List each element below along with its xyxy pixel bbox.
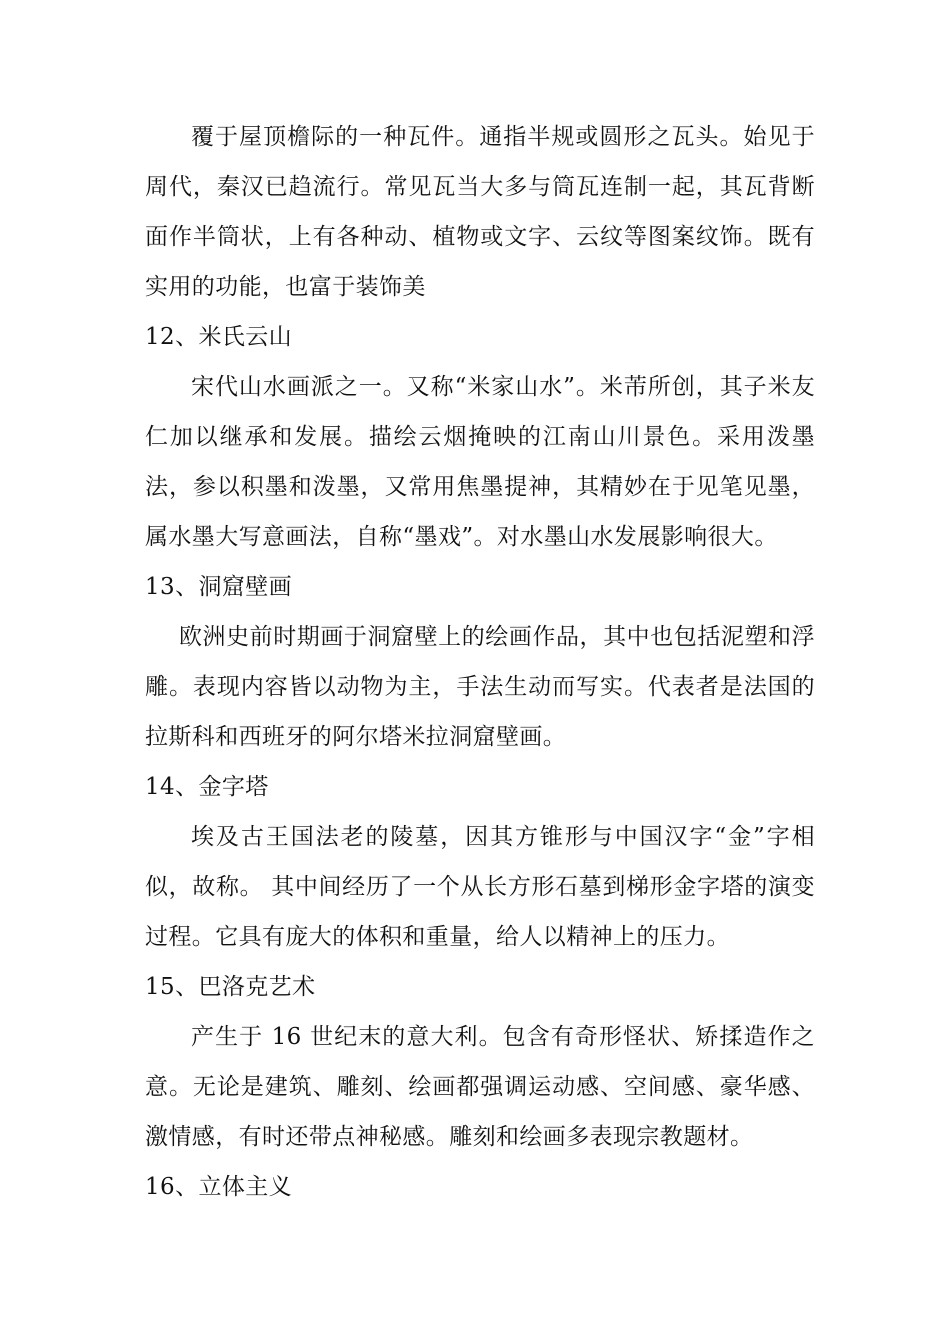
paragraph-baroque: 产生于 16 世纪末的意大利。包含有奇形怪状、矫揉造作之意。无论是建筑、雕刻、绘画都强调运动感、空间感、豪华感、激情感，有时还带点神秘感。雕刻和绘画多表现宗教题材。 — [145, 1024, 815, 1150]
paragraph-pyramid: 埃及古王国法老的陵墓，因其方锥形与中国汉字“金”字相似，故称。 其中间经历了一个从长方形石墓到梯形金字塔的演变过程。它具有庞大的体积和重量，给人以精神上的压力。 — [145, 824, 815, 950]
heading-16: 16、立体主义 — [145, 1174, 293, 1200]
paragraph-wadang: 覆于屋顶檐际的一种瓦件。通指半规或圆形之瓦头。始见于周代，秦汉已趋流行。常见瓦当大多与筒瓦连制一起，其瓦背断面作半筒状，上有各种动、植物或文字、云纹等图案纹饰。既有实用的功能，也富于装饰美 — [145, 124, 815, 300]
heading-13: 13、洞窟壁画 — [145, 574, 293, 600]
heading-14: 14、金字塔 — [145, 774, 269, 800]
heading-12: 12、米氏云山 — [145, 324, 293, 350]
document-body — [145, 112, 815, 1212]
paragraph-cave-painting: 欧洲史前时期画于洞窟壁上的绘画作品，其中也包括泥塑和浮雕。表现内容皆以动物为主，手法生动而写实。代表者是法国的拉斯科和西班牙的阿尔塔米拉洞窟壁画。 — [145, 624, 815, 750]
paragraph-mi-shi-yun-shan: 宋代山水画派之一。又称“米家山水”。米芾所创，其子米友仁加以继承和发展。描绘云烟掩映的江南山川景色。采用泼墨法，参以积墨和泼墨，又常用焦墨提神，其精妙在于见笔见墨，属水墨大写意画法，自称“墨戏”。对水墨山水发展影响很大。 — [145, 374, 815, 550]
heading-15: 15、巴洛克艺术 — [145, 974, 316, 1000]
